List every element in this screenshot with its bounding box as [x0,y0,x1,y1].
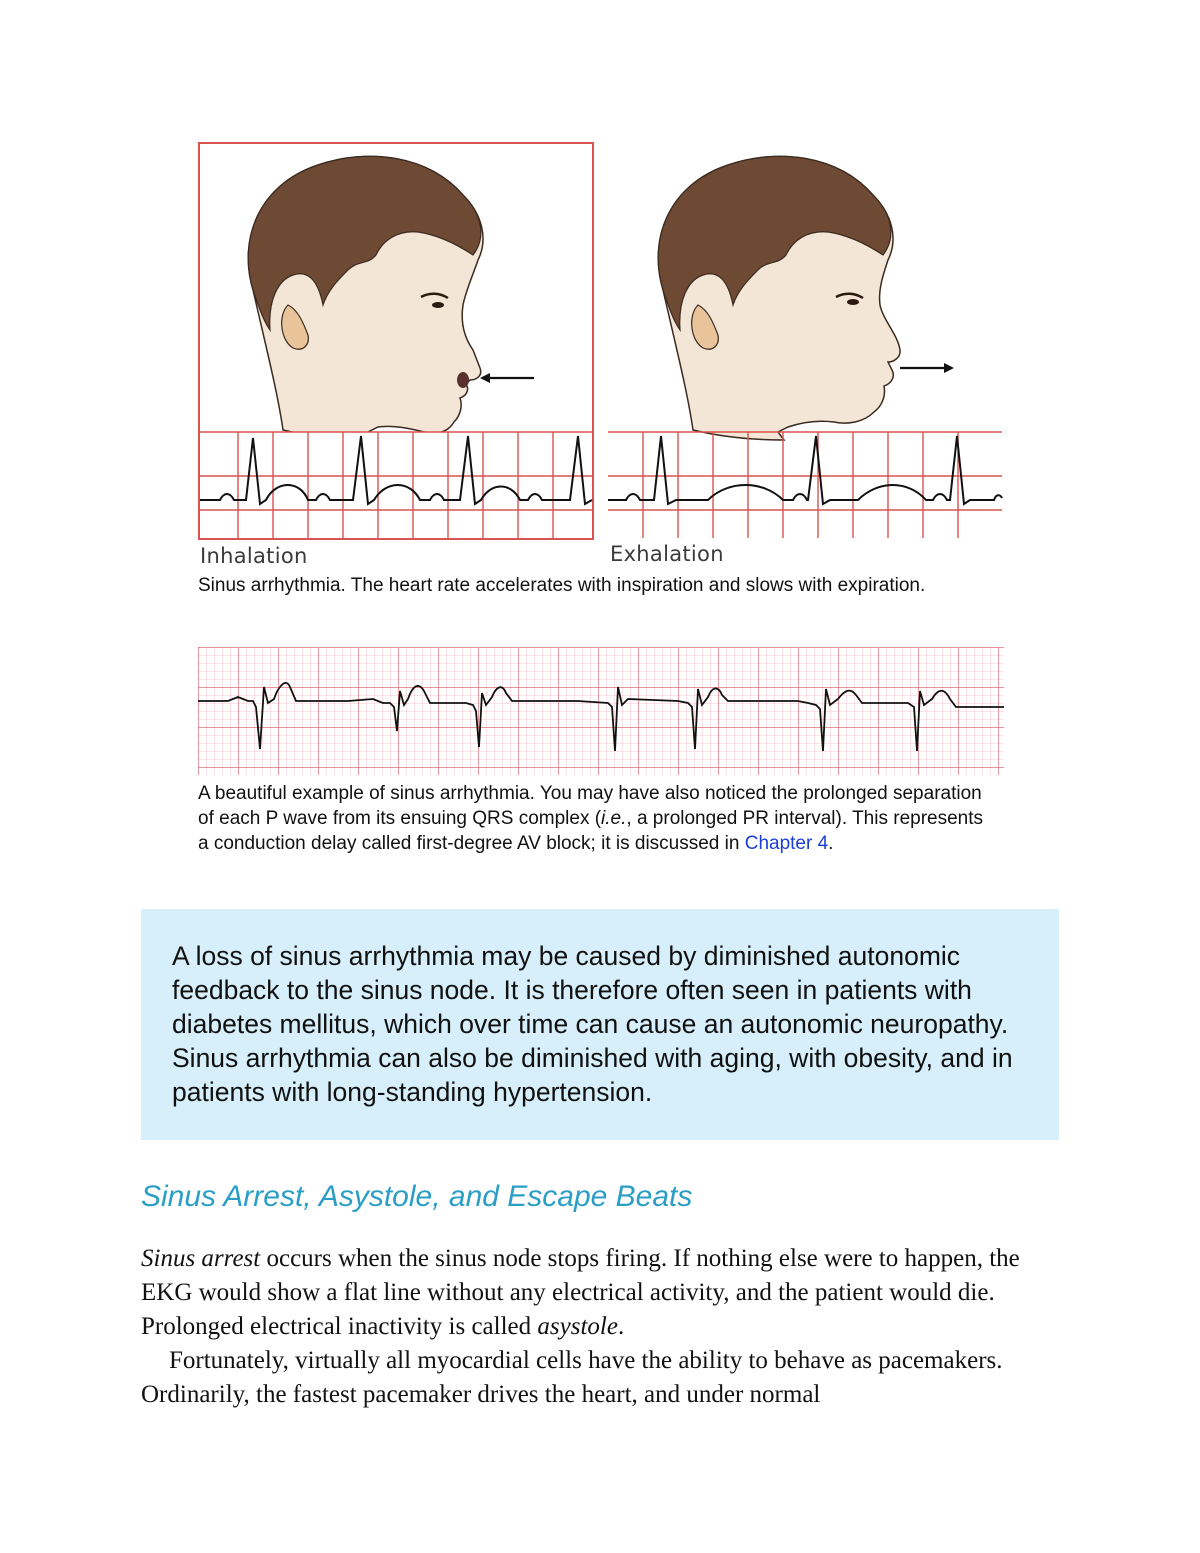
caption-text-b: , a prolonged PR interval). This represents a conduction delay called first-degree AV block; it is discussed in [198,808,984,854]
ecg-grid [198,647,1004,775]
figure1-illustration [198,140,1004,572]
sinus-arrhythmia-figure [198,140,1004,572]
section-heading: Sinus Arrest, Asystole, and Escape Beats [141,1180,693,1213]
body-paragraph-1-text-b: . [617,1313,625,1340]
caption-text-c: . [828,833,834,854]
inhalation-ecg-strip [200,432,592,538]
exhalation-head-illustration [658,156,954,440]
body-paragraph-2: Fortunately, virtually all myocardial cells have the ability to behave as pacemakers. Ordinarily, the fastest pacemaker drives the heart, and under normal [141,1347,1003,1408]
chapter-4-link[interactable]: Chapter 4 [744,833,829,854]
inhalation-label: Inhalation [200,544,308,568]
rhythm-strip-ecg [198,647,1004,775]
callout-text: A loss of sinus arrhythmia may be caused by diminished autonomic feedback to the sinus node. It is therefore often seen in patients with diabetes mellitus, which over time can cause an autonomic neuropathy. Sinus arrhythmia can also be diminished with aging, with obesity, and in patients with long-standing hypertension. [172,941,1013,1107]
body-paragraph-1-text-a: occurs when the sinus node stops firing. If nothing else were to happen, the EKG would show a flat line without any electrical activity, and the patient would die. Prolonged electrical inactivity is called [141,1245,1020,1340]
caption-ie: i.e. [601,808,627,829]
inhalation-head-illustration [248,156,534,440]
figure2-caption [198,781,988,856]
caption-text-a: A beautiful example of sinus arrhythmia. You may have also noticed the prolonged separation of each P wave from its ensuing QRS complex ( [198,783,982,829]
term-sinus-arrest: Sinus arrest [141,1245,261,1272]
figure1-caption: Sinus arrhythmia. The heart rate accelerates with inspiration and slows with expiration. [198,575,926,596]
exhalation-label: Exhalation [610,542,724,566]
body-paragraph-1 [141,1242,1071,1344]
exhalation-ecg-strip [608,432,1002,538]
clinical-note-callout [141,909,1059,1140]
term-asystole: asystole [537,1313,618,1340]
rhythm-strip-figure [198,647,1004,775]
